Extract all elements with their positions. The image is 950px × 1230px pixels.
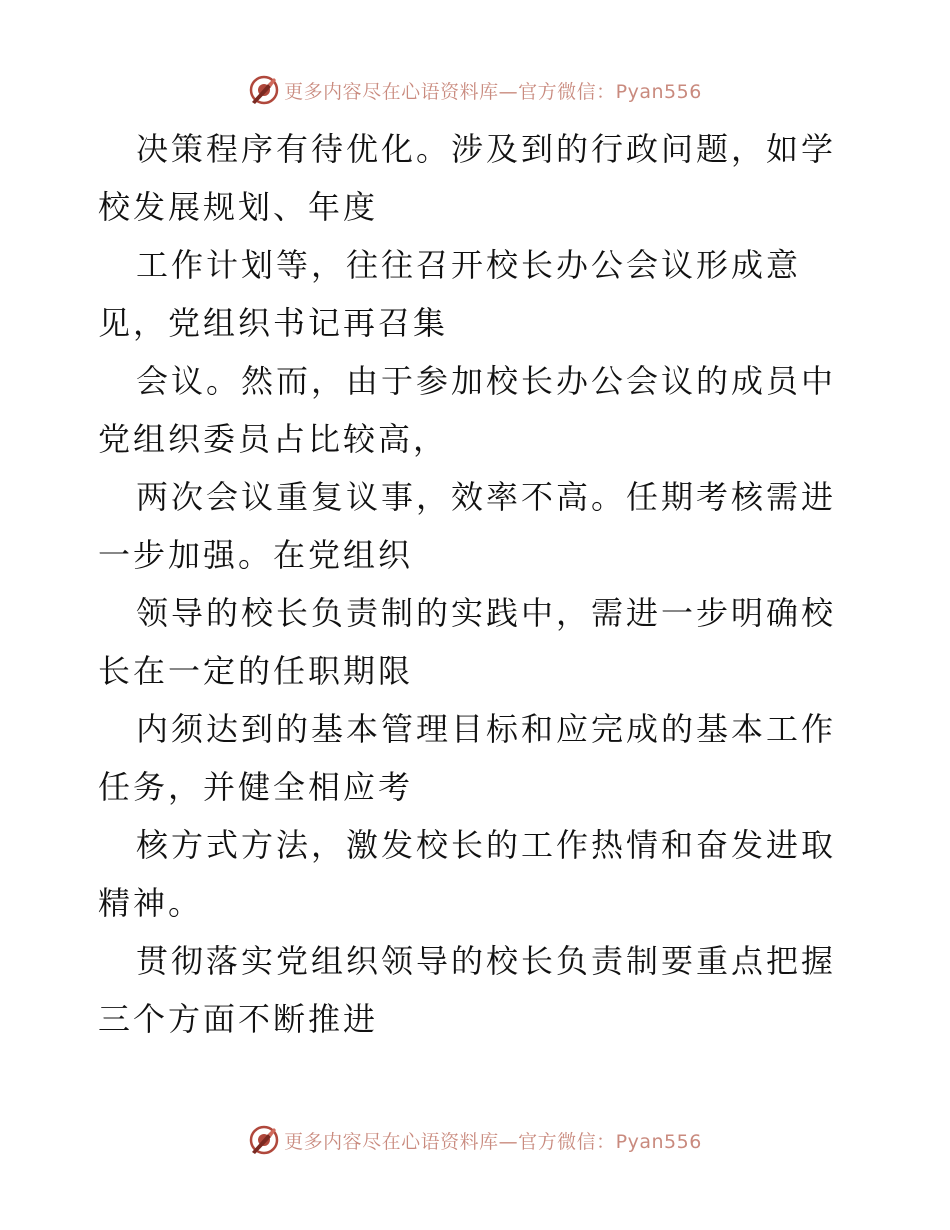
watermark-text: 更多内容尽在心语资料库—官方微信：Pyan556 bbox=[284, 1130, 702, 1153]
paragraph: 决策程序有待优化。涉及到的行政问题，如学校发展规划、年度 bbox=[98, 130, 837, 226]
paragraph: 工作计划等，往往召开校长办公会议形成意见，党组织书记再召集 bbox=[98, 246, 802, 342]
pen-logo-icon bbox=[248, 74, 280, 106]
paragraph: 内须达到的基本管理目标和应完成的基本工作任务，并健全相应考 bbox=[98, 710, 837, 806]
paragraph: 两次会议重复议事，效率不高。任期考核需进一步加强。在党组织 bbox=[98, 478, 837, 574]
footer-watermark bbox=[0, 1122, 950, 1158]
paragraph: 领导的校长负责制的实践中，需进一步明确校长在一定的任职期限 bbox=[98, 594, 837, 690]
header-watermark bbox=[0, 72, 950, 108]
watermark-text: 更多内容尽在心语资料库—官方微信：Pyan556 bbox=[284, 80, 702, 103]
paragraph: 核方式方法，激发校长的工作热情和奋发进取精神。 bbox=[98, 826, 837, 922]
document-body bbox=[98, 120, 858, 1048]
paragraph: 会议。然而，由于参加校长办公会议的成员中党组织委员占比较高， bbox=[98, 362, 837, 458]
paragraph: 贯彻落实党组织领导的校长负责制要重点把握三个方面不断推进 bbox=[98, 942, 837, 1038]
pen-logo-icon bbox=[248, 1124, 280, 1156]
